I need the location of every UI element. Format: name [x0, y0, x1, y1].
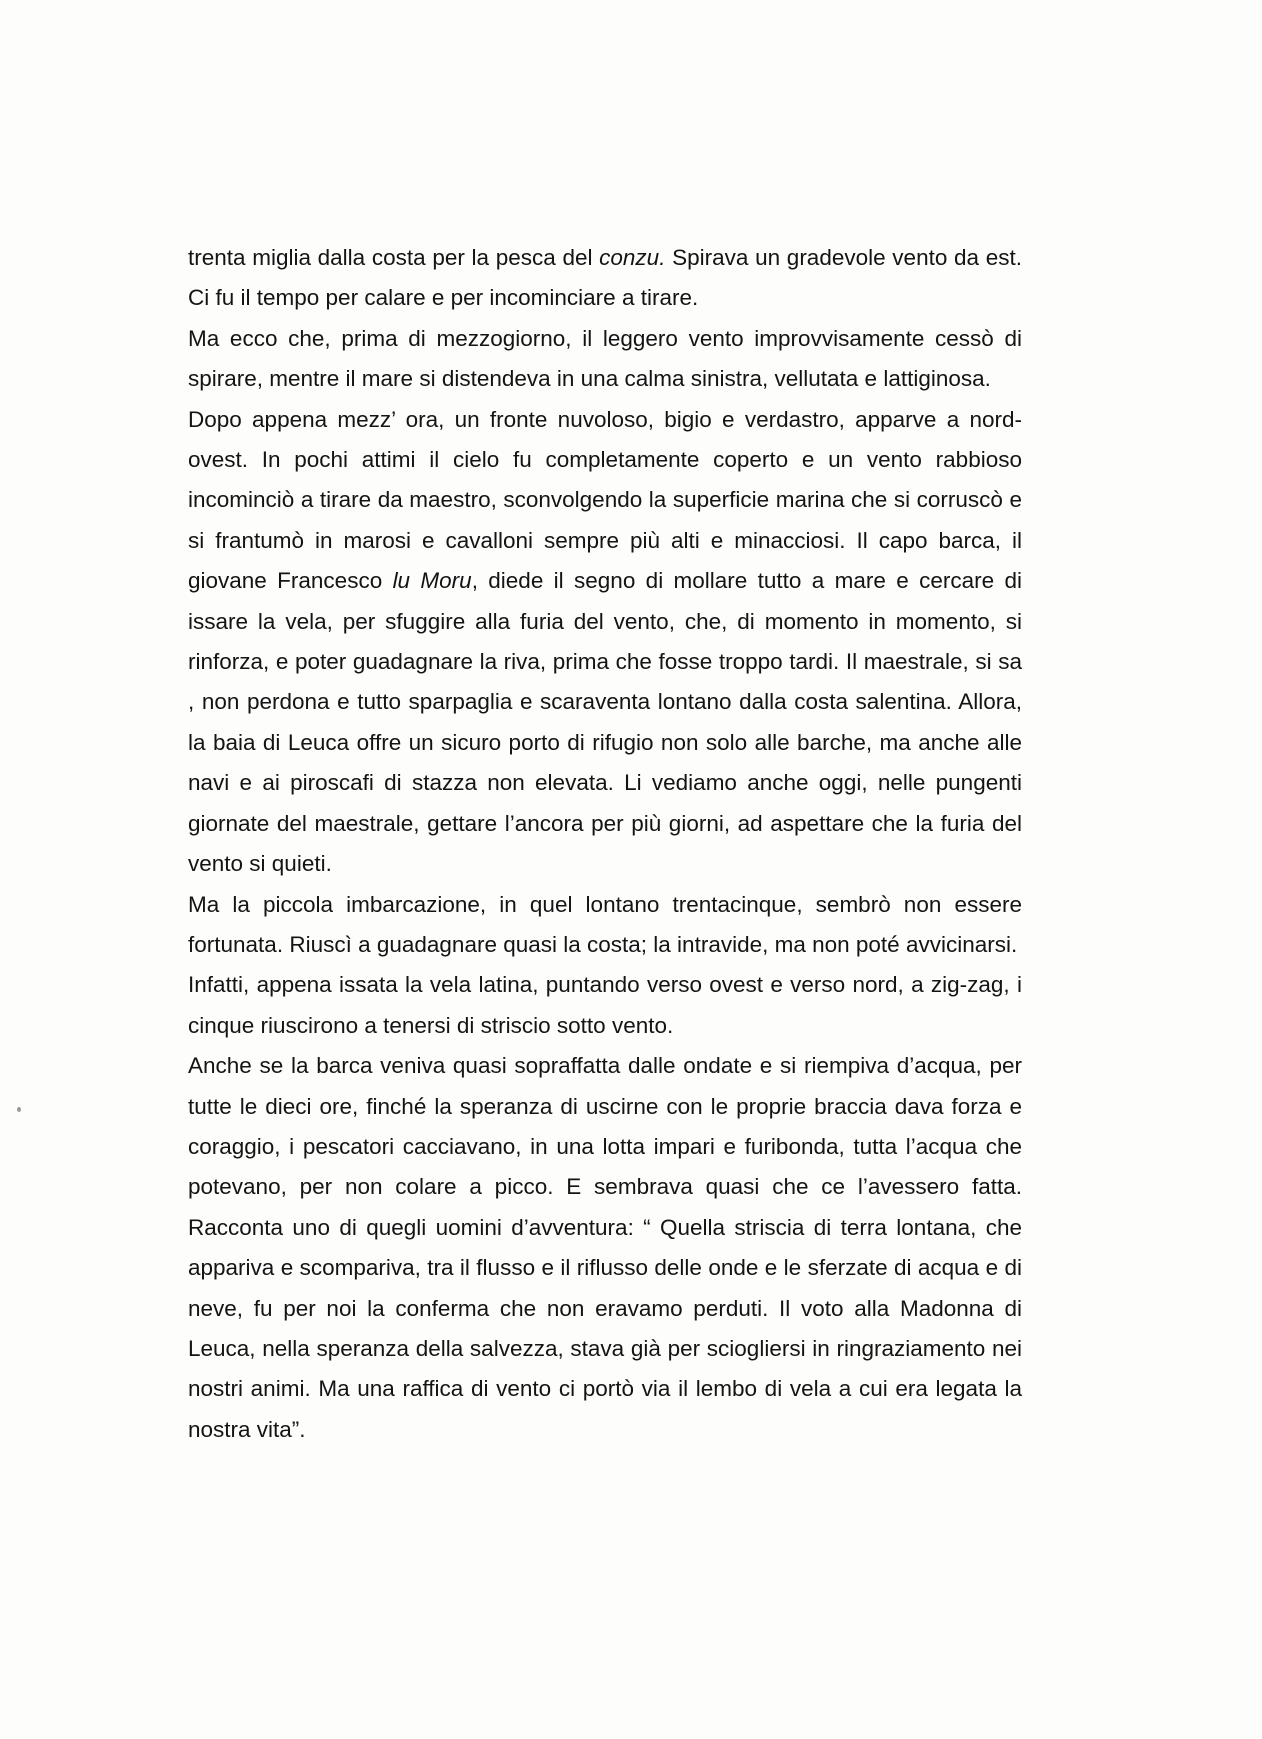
paragraph — [188, 319, 1022, 400]
paragraph — [188, 238, 1022, 319]
paragraph — [188, 965, 1022, 1046]
scan-speck — [17, 1107, 21, 1112]
paragraph — [188, 1046, 1022, 1450]
text-run: trenta miglia dalla costa per la pesca del — [188, 245, 600, 270]
italic-term: lu Moru — [392, 568, 472, 594]
text-run: Ma la piccola imbarcazione, in quel lontano trentacinque, sembrò non essere fortunata. Riuscì a guadagnare quasi la costa; la intravide, ma non poté avvicinarsi. — [188, 891, 1022, 957]
text-run: Infatti, appena issata la vela latina, puntando verso ovest e verso nord, a zig-zag, i cinque riuscirono a tenersi di striscio sotto vento. — [188, 972, 1022, 1038]
body-text — [188, 238, 1022, 1450]
text-run: Ma ecco che, prima di mezzogiorno, il leggero vento improvvisamente cessò di spirare, mentre il mare si distendeva in una calma sinistra, vellutata e lattiginosa. — [188, 325, 1022, 392]
text-run: , diede il segno di mollare tutto a mare e cercare di issare la vela, per sfuggire alla furia del vento, che, di momento in momento, si rinforza, e poter guadagnare la riva, prima che fosse troppo tardi. Il maestrale, si sa , non perdona e tutto sparpaglia e scaraventa lontano dalla costa salentina. Allora, la baia di Leuca offre un sicuro porto di rifugio non solo alle barche, ma anche alle navi e ai piroscafi di stazza non elevata. Li vediamo anche oggi, nelle pungenti giornate del maestrale, gettare l’ancora per più giorni, ad aspettare che la furia del vento si quieti. — [188, 568, 1023, 877]
paragraph — [188, 400, 1022, 885]
italic-term: conzu. — [599, 245, 666, 270]
paragraph — [188, 885, 1022, 966]
text-run: Spirava un gradevole vento da est. Ci fu il tempo per calare e per incominciare a tirare. — [188, 245, 1022, 311]
text-run: Anche se la barca veniva quasi sopraffatta dalle ondate e si riempiva d’acqua, per tutte le dieci ore, finché la speranza di uscirne con le proprie braccia dava forza e coraggio, i pescatori cacciavano, in una lotta impari e furibonda, tutta l’acqua che potevano, per non colare a picco. E sembrava quasi che ce l’avessero fatta. Racconta uno di quegli uomini d’avventura: “ Quella striscia di terra lontana, che appariva e scompariva, tra il flusso e il riflusso delle onde e le sferzate di acqua e di neve, fu per noi la conferma che non eravamo perduti. Il voto alla Madonna di Leuca, nella speranza della salvezza, stava già per sciogliersi in ringraziamento nei nostri animi. Ma una raffica di vento ci portò via il lembo di vela a cui era legata la nostra vita”. — [188, 1053, 1022, 1442]
text-run: Dopo appena mezz’ ora, un fronte nuvoloso, bigio e verdastro, apparve a nord-ovest. In pochi attimi il cielo fu completamente coperto e un vento rabbioso incominciò a tirare da maestro, sconvolgendo la superficie marina che si corruscò e si frantumò in marosi e cavalloni sempre più alti e minacciosi. Il capo barca, il giovane Francesco — [188, 406, 1022, 594]
